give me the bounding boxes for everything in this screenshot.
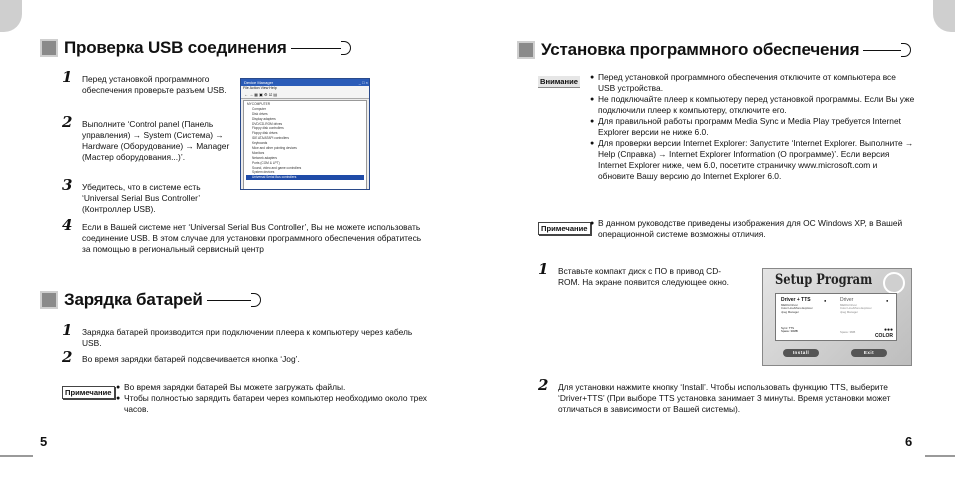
attention-item: ● Для правильной работы программ Media Sync и Media Play требуется Internet Explorer версии не ниже 6.0. — [590, 116, 915, 138]
step-text: Если в Вашей системе нет ‘Universal Serial Bus Controller’, Вы не можете использовать соединение USB. В этом случае для установки программного обеспечения обратитесь за помощью в региональный сервисный центр — [82, 222, 422, 254]
step-number: 1 — [62, 321, 73, 339]
heading-rule — [207, 300, 251, 301]
usb-step-4 — [62, 216, 422, 255]
option-1-spec: Sync: TTS Space: 30MB — [781, 326, 798, 334]
device-tree-item[interactable]: Floppy disk controllers — [252, 126, 284, 131]
page-number-left: 5 — [40, 434, 48, 449]
device-manager-toolbar: ← → ▦ ▣ ⚙ ☑ ▤ — [241, 91, 369, 99]
right-corner-tab — [933, 0, 955, 32]
option-2-spec: Space: 3MB — [840, 330, 856, 334]
step-number: 2 — [62, 348, 73, 366]
device-tree-item[interactable]: DVD/CD-ROM drives — [252, 121, 283, 126]
device-tree-item[interactable]: Monitors — [252, 150, 265, 155]
step-number: 1 — [538, 260, 549, 278]
step-text: Перед установкой программного обеспечения проверьте разъем USB. — [82, 74, 227, 95]
color-badge — [875, 327, 893, 339]
battery-step-1 — [62, 321, 422, 349]
battery-note-item: ● Во время зарядки батарей Вы можете загружать файлы. — [116, 382, 436, 393]
exit-button[interactable]: Exit — [851, 349, 887, 357]
device-tree-item[interactable]: IDE ATA/ATAPI controllers — [252, 136, 289, 141]
heading-rule-cap — [251, 293, 261, 307]
setup-program-screenshot — [762, 268, 912, 366]
heading-rule — [863, 50, 901, 51]
step-text: Зарядка батарей производится при подключении плеера к компьютеру через кабель USB. — [82, 327, 413, 348]
step-number: 2 — [62, 113, 73, 131]
left-corner-tab — [0, 0, 22, 32]
step-number: 2 — [538, 376, 549, 394]
page-number-right: 6 — [905, 434, 913, 449]
usb-step-3 — [62, 176, 234, 215]
device-tree-item[interactable]: Network adapters — [252, 155, 277, 160]
device-tree-item[interactable]: Ports (COM & LPT) — [252, 160, 280, 165]
step-number: 3 — [62, 176, 73, 194]
battery-step-2 — [62, 348, 422, 366]
setup-program-title: Setup Program — [775, 272, 873, 288]
device-tree — [243, 100, 367, 190]
battery-notes — [116, 382, 436, 415]
device-tree-item[interactable]: Computer — [252, 106, 266, 111]
section-square-icon — [40, 291, 58, 309]
device-tree-item[interactable]: Floppy disk drives — [252, 131, 278, 136]
step-number: 4 — [62, 216, 73, 234]
battery-section-heading — [40, 288, 261, 312]
device-tree-item[interactable]: MYCOMPUTER — [247, 102, 271, 106]
option-1-details: MEDIA Driver Color Line/Mono Explorer Jpeg Manager — [781, 303, 813, 314]
step-text: Вставьте компакт диск с ПО в привод CD-ROM. На экране появится следующее окно. — [558, 266, 730, 287]
option-driver[interactable]: Driver — [840, 297, 854, 303]
option-driver-tts[interactable]: Driver + TTS — [781, 297, 811, 303]
install-button[interactable]: Install — [783, 349, 819, 357]
option-2-details: MEDIA Driver Color Line/Mono Explorer Jpeg Manager — [840, 303, 872, 314]
install-note-item: ● В данном руководстве приведены изображения для ОС Windows XP, в Вашей операционной системе возможны отличия. — [590, 218, 910, 240]
attention-list — [590, 72, 915, 182]
usb-section-title: Проверка USB соединения — [64, 38, 287, 57]
install-note-tag: Примечание — [538, 222, 591, 235]
section-square-icon — [517, 41, 535, 59]
radio-icon[interactable]: ● — [886, 298, 889, 303]
device-manager-titlebar — [241, 79, 369, 86]
attention-item: ● Для проверки версии Internet Explorer: Запустите ‘Internet Explorer. Выполните → Help (Справка) → Internet Explorer Information (О программе)’. Если версия Internet Explorer ниже, чем 6.0, посетите страничку www.microsoft.com и обновите Вашу версию до Internet Explorer 6.0. — [590, 138, 915, 182]
color-dots-icon: ●●● — [883, 327, 893, 333]
step-number: 1 — [62, 68, 73, 86]
device-tree-item[interactable]: Keyboards — [252, 141, 268, 146]
battery-note-item: ● Чтобы полностью зарядить батареи через компьютер необходимо около трех часов. — [116, 393, 436, 415]
device-tree-item[interactable]: Display adapters — [252, 116, 276, 121]
install-section-title: Установка программного обеспечения — [541, 40, 860, 59]
heading-rule-cap — [901, 43, 911, 57]
install-step-1 — [538, 260, 738, 288]
device-tree-item[interactable]: Universal Serial Bus controllers — [246, 175, 364, 180]
install-section-heading — [517, 38, 911, 62]
device-manager-screenshot — [240, 78, 370, 190]
device-tree-item[interactable]: Sound, video and game controllers — [252, 165, 302, 170]
device-tree-item[interactable]: Mice and other pointing devices — [252, 146, 297, 151]
heading-rule — [291, 48, 341, 49]
left-footer-line — [0, 455, 33, 457]
color-label: COLOR — [874, 333, 893, 339]
window-buttons: _ □ × — [358, 80, 368, 85]
device-manager-title: Device Manager — [244, 80, 274, 85]
usb-section-heading — [40, 36, 351, 60]
battery-section-title: Зарядка батарей — [64, 290, 203, 309]
cd-disc-icon — [883, 272, 905, 294]
right-footer-line — [925, 455, 955, 457]
attention-tag: Внимание — [540, 77, 578, 86]
attention-item: ● Не подключайте плеер к компьютеру перед установкой программы. Если Вы уже подключили плеер к компьютеру, отключите его. — [590, 94, 915, 116]
usb-step-2 — [62, 113, 234, 163]
device-manager-menu: File Action View Help — [241, 86, 369, 91]
install-step-2 — [538, 376, 918, 415]
radio-selected-icon[interactable]: ● — [824, 298, 827, 303]
step-text: Для установки нажмите кнопку ‘Install’. Чтобы использовать функцию TTS, выберите ‘Driver+TTS’ (При выборе TTS установка занимает 3 минуты. Время установки может отличаться в зависимости от Вашей системы). — [558, 382, 891, 414]
device-tree-item[interactable]: System devices — [252, 170, 275, 175]
device-tree-item[interactable]: Disk drives — [252, 111, 268, 116]
attention-item: ● Перед установкой программного обеспечения отключите от компьютера все USB устройства. — [590, 72, 915, 94]
step-text: Во время зарядки батарей подсвечивается кнопка ‘Jog’. — [82, 354, 300, 364]
setup-options-panel — [775, 293, 897, 341]
step-text: Выполните ‘Control panel (Панель управления) → System (Система) → Hardware (Оборудование) → Manager (Мастер оборудования...)’. — [82, 119, 230, 162]
heading-rule-cap — [341, 41, 351, 55]
battery-note-tag: Примечание — [62, 386, 115, 399]
section-square-icon — [40, 39, 58, 57]
step-text: Убедитесь, что в системе есть ‘Universal Serial Bus Controller’ (Контроллер USB). — [82, 182, 201, 214]
usb-step-1 — [62, 68, 234, 96]
install-notes — [590, 218, 910, 240]
